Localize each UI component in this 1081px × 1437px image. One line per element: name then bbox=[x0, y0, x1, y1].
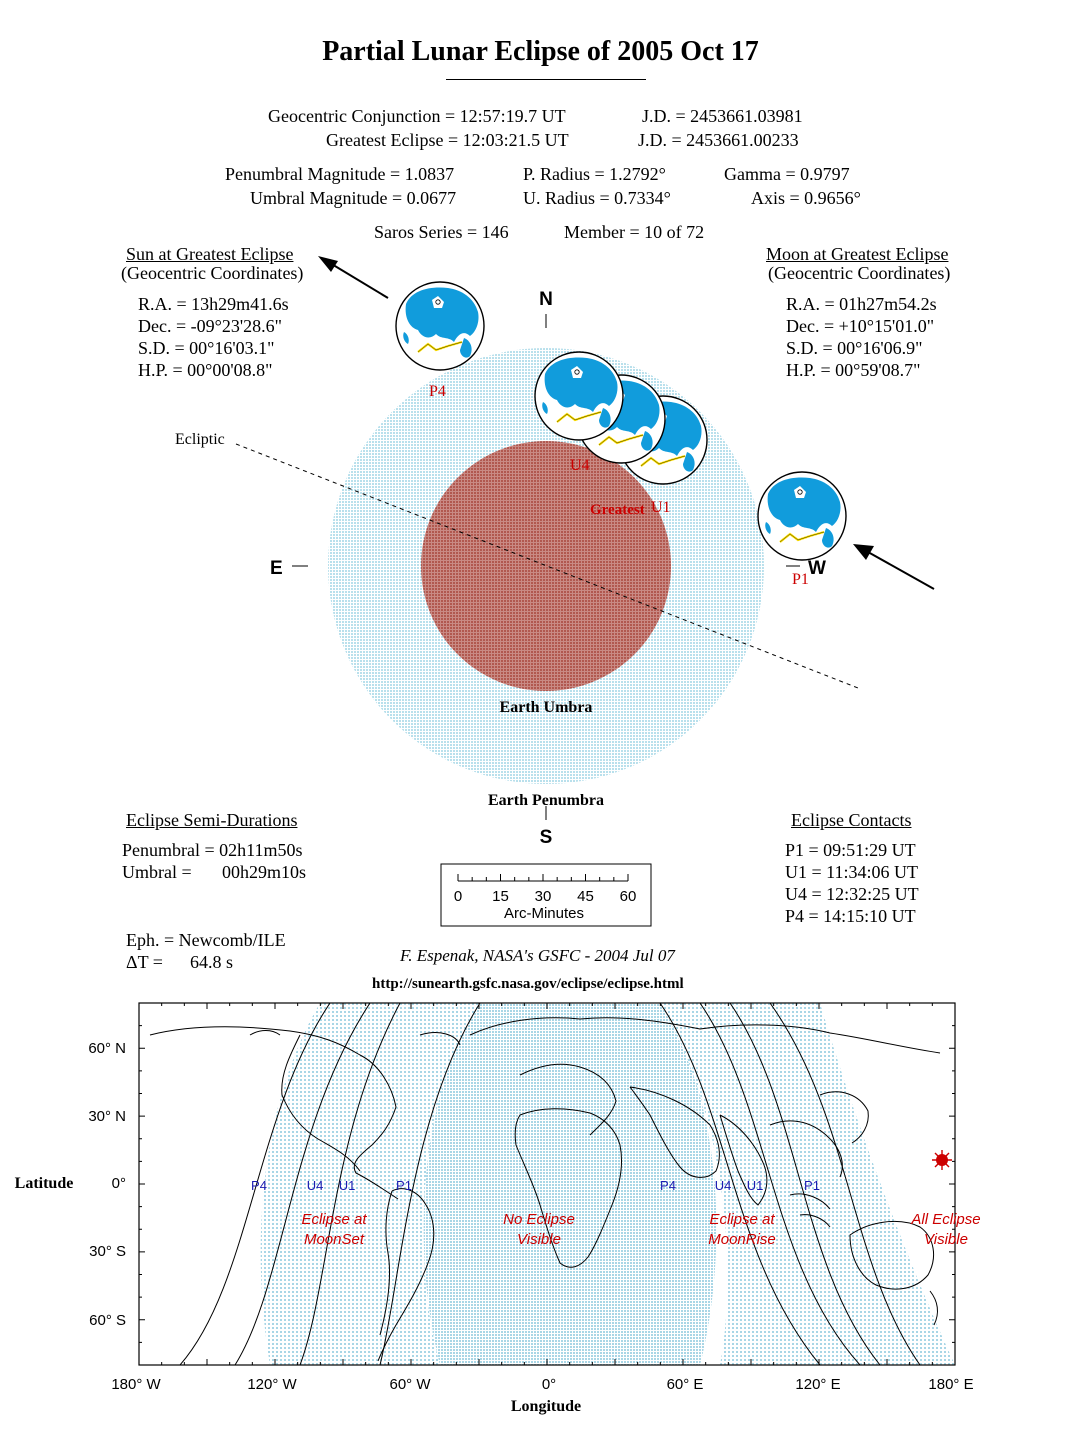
p4-contact-label: P4 bbox=[429, 383, 446, 400]
contact-p4: P4 = 14:15:10 UT bbox=[785, 906, 916, 926]
scale-tick-label: 0 bbox=[453, 888, 463, 905]
lon-tick-label: 180° W bbox=[111, 1376, 161, 1393]
umbral-radius: U. Radius = 0.7334° bbox=[523, 188, 671, 208]
region-all-line1: All Eclipse bbox=[911, 1211, 981, 1228]
moon-dec: Dec. = +10°15'01.0" bbox=[786, 316, 935, 336]
region-none-line1: No Eclipse bbox=[503, 1211, 575, 1228]
scale-tick-label: 60 bbox=[619, 888, 637, 905]
scale-label: Arc-Minutes bbox=[503, 905, 585, 922]
lon-tick-label: 180° E bbox=[928, 1376, 974, 1393]
moon-heading: Moon at Greatest Eclipse bbox=[766, 244, 949, 264]
penumbra-label: Earth Penumbra bbox=[488, 792, 604, 809]
region-moonrise-line1: Eclipse at bbox=[709, 1211, 775, 1228]
contact-u1: U1 = 11:34:06 UT bbox=[785, 862, 918, 882]
sun-sd: S.D. = 00°16'03.1" bbox=[138, 338, 275, 358]
umbra-label: Earth Umbra bbox=[499, 699, 593, 716]
gamma-value: Gamma = 0.9797 bbox=[724, 164, 850, 184]
greatest-text: Greatest Eclipse = 12:03:21.5 UT bbox=[326, 130, 569, 150]
lon-tick-label: 0° bbox=[541, 1376, 557, 1393]
conjunction-jd: J.D. = 2453661.03981 bbox=[642, 106, 803, 126]
longitude-tick-labels bbox=[111, 1376, 973, 1393]
lat-tick-label: 60° S bbox=[89, 1312, 126, 1329]
curve-label: U4 bbox=[306, 1178, 324, 1193]
curve-label: P1 bbox=[804, 1178, 820, 1193]
curve-label: U4 bbox=[714, 1178, 732, 1193]
region-moonset-line1: Eclipse at bbox=[301, 1211, 367, 1228]
lon-tick-label: 60° W bbox=[389, 1376, 431, 1393]
longitude-title: Longitude bbox=[510, 1398, 582, 1415]
scale-tick-label: 15 bbox=[492, 888, 509, 905]
curve-label: U1 bbox=[746, 1178, 764, 1193]
umbral-duration-label: Umbral = bbox=[122, 862, 192, 882]
sun-hp: H.P. = 00°00'08.8" bbox=[138, 360, 273, 380]
lon-tick-label: 60° E bbox=[666, 1376, 704, 1393]
delta-t-value: 64.8 s bbox=[190, 952, 234, 972]
curve-label: P4 bbox=[251, 1178, 267, 1193]
lat-tick-label: 30° S bbox=[89, 1243, 126, 1260]
moon-ra: R.A. = 01h27m54.2s bbox=[786, 294, 937, 314]
ecliptic-label: Ecliptic bbox=[175, 431, 225, 448]
durations-heading: Eclipse Semi-Durations bbox=[126, 810, 298, 830]
lat-tick-label: 30° N bbox=[88, 1108, 126, 1125]
sun-heading: Sun at Greatest Eclipse bbox=[126, 244, 294, 264]
sun-ra: R.A. = 13h29m41.6s bbox=[138, 294, 289, 314]
west-label: W bbox=[808, 558, 826, 579]
greatest-jd: J.D. = 2453661.00233 bbox=[638, 130, 799, 150]
moon-path-arrowhead bbox=[853, 544, 874, 560]
saros-series: Saros Series = 146 bbox=[374, 222, 509, 242]
north-label: N bbox=[539, 289, 553, 310]
moon-p1 bbox=[758, 472, 846, 560]
sun-arrow bbox=[330, 263, 388, 298]
sun-subheading: (Geocentric Coordinates) bbox=[121, 263, 304, 283]
south-label: S bbox=[539, 827, 553, 848]
moon-u4 bbox=[535, 352, 623, 440]
east-label: E bbox=[270, 558, 283, 579]
moon-p4 bbox=[396, 282, 484, 370]
saros-member: Member = 10 of 72 bbox=[564, 222, 705, 242]
latitude-tick-labels bbox=[88, 1040, 126, 1329]
umbral-magnitude: Umbral Magnitude = 0.0677 bbox=[250, 188, 457, 208]
region-none-line2: Visible bbox=[517, 1231, 561, 1248]
umbral-duration-value: 00h29m10s bbox=[222, 862, 307, 882]
region-all-line2: Visible bbox=[924, 1231, 968, 1248]
p1-contact-label: P1 bbox=[792, 571, 809, 588]
delta-t-label: ΔT = bbox=[126, 952, 163, 972]
moon-hp: H.P. = 00°59'08.7" bbox=[786, 360, 921, 380]
umbra-disk bbox=[421, 441, 671, 691]
latitude-title: Latitude bbox=[14, 1175, 74, 1192]
penumbral-radius: P. Radius = 1.2792° bbox=[523, 164, 666, 184]
lon-tick-label: 120° W bbox=[247, 1376, 297, 1393]
region-moonset-line2: MoonSet bbox=[303, 1231, 365, 1248]
penumbral-magnitude: Penumbral Magnitude = 1.0837 bbox=[225, 164, 455, 184]
curve-label: P4 bbox=[660, 1178, 676, 1193]
contact-u4: U4 = 12:32:25 UT bbox=[785, 884, 919, 904]
region-moonrise-line2: MoonRise bbox=[708, 1231, 776, 1248]
lat-tick-label: 0° bbox=[111, 1175, 126, 1192]
penumbral-duration: Penumbral = 02h11m50s bbox=[122, 840, 303, 860]
visibility-map bbox=[0, 995, 1081, 1437]
curve-label: P1 bbox=[396, 1178, 412, 1193]
contacts-heading: Eclipse Contacts bbox=[791, 810, 912, 830]
u1-contact-label: U1 bbox=[651, 499, 671, 516]
lat-tick-label: 60° N bbox=[88, 1040, 126, 1057]
scale-tick-label: 45 bbox=[577, 888, 594, 905]
axis-value: Axis = 0.9656° bbox=[751, 188, 861, 208]
sun-rays-icon bbox=[932, 1150, 952, 1170]
moon-sd: S.D. = 00°16'06.9" bbox=[786, 338, 923, 358]
conjunction-text: Geocentric Conjunction = 12:57:19.7 UT bbox=[268, 106, 566, 126]
contact-p1: P1 = 09:51:29 UT bbox=[785, 840, 916, 860]
credit-line: F. Espenak, NASA's GSFC - 2004 Jul 07 bbox=[400, 946, 675, 965]
source-url: http://sunearth.gsfc.nasa.gov/eclipse/eclipse.html bbox=[372, 976, 684, 992]
u4-contact-label: U4 bbox=[570, 457, 590, 474]
moon-subheading: (Geocentric Coordinates) bbox=[768, 263, 951, 283]
lon-tick-label: 120° E bbox=[795, 1376, 841, 1393]
greatest-label: Greatest bbox=[590, 502, 645, 518]
sun-arrowhead bbox=[318, 256, 338, 272]
scale-tick-label: 30 bbox=[534, 888, 552, 905]
ephemeris: Eph. = Newcomb/ILE bbox=[126, 930, 286, 950]
sun-dec: Dec. = -09°23'28.6" bbox=[138, 316, 282, 336]
moon-path-arrow bbox=[868, 552, 934, 589]
page-title: Partial Lunar Eclipse of 2005 Oct 17 bbox=[322, 36, 759, 67]
curve-label: U1 bbox=[338, 1178, 356, 1193]
